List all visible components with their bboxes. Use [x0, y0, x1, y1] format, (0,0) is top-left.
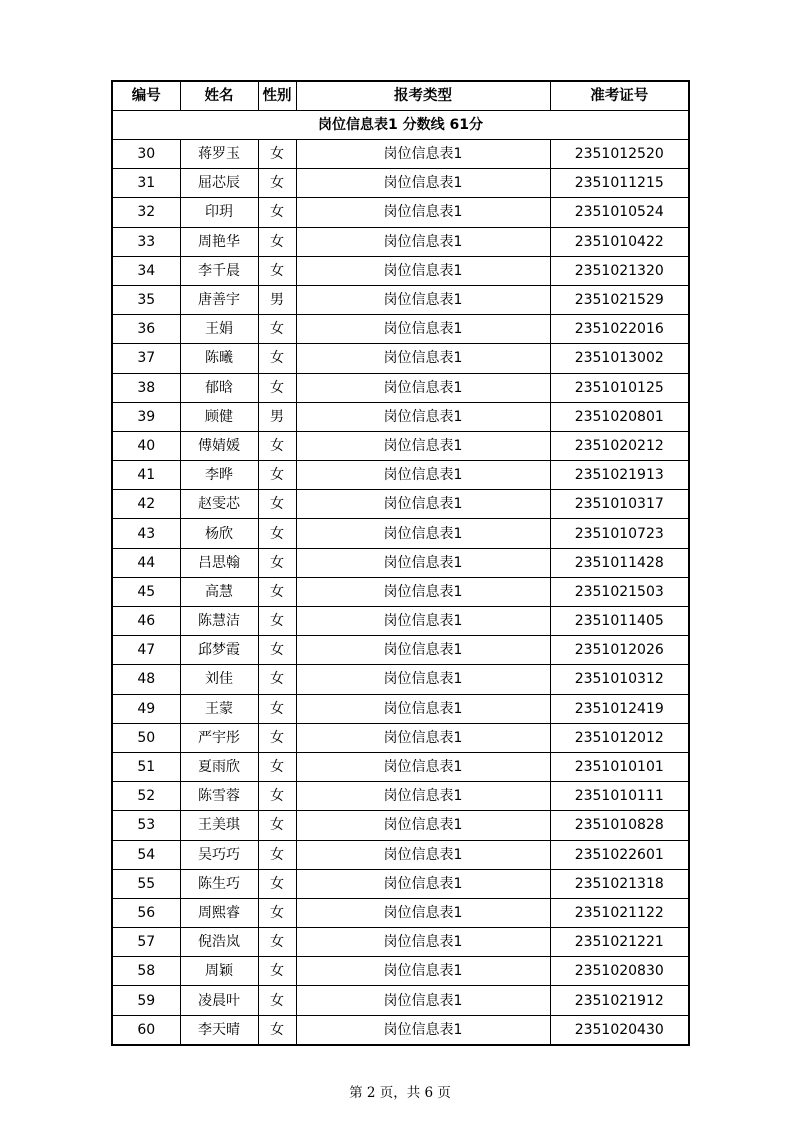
table-row	[112, 636, 689, 665]
cell-name: 李天晴	[180, 1015, 258, 1045]
cell-name: 凌晨叶	[180, 986, 258, 1015]
cell-gender: 女	[258, 840, 296, 869]
header-row	[112, 81, 689, 111]
table-row	[112, 490, 689, 519]
cell-exam-type: 岗位信息表1	[296, 344, 550, 373]
cell-ticket-number: 2351012012	[550, 723, 689, 752]
cell-name: 唐善宇	[180, 285, 258, 314]
cell-ticket-number: 2351021529	[550, 285, 689, 314]
cell-name: 杨欣	[180, 519, 258, 548]
cell-ticket-number: 2351011405	[550, 607, 689, 636]
cell-number: 51	[112, 752, 180, 781]
cell-exam-type: 岗位信息表1	[296, 548, 550, 577]
table-row	[112, 577, 689, 606]
cell-gender: 女	[258, 373, 296, 402]
cell-name: 陈慧洁	[180, 607, 258, 636]
cell-ticket-number: 2351012520	[550, 140, 689, 169]
cell-name: 陈曦	[180, 344, 258, 373]
cell-ticket-number: 2351022016	[550, 315, 689, 344]
cell-gender: 女	[258, 198, 296, 227]
cell-exam-type: 岗位信息表1	[296, 315, 550, 344]
cell-ticket-number: 2351021122	[550, 898, 689, 927]
cell-exam-type: 岗位信息表1	[296, 461, 550, 490]
cell-number: 41	[112, 461, 180, 490]
cell-gender: 女	[258, 607, 296, 636]
cell-ticket-number: 2351022601	[550, 840, 689, 869]
cell-name: 吴巧巧	[180, 840, 258, 869]
table-row	[112, 957, 689, 986]
cell-gender: 女	[258, 811, 296, 840]
cell-ticket-number: 2351010125	[550, 373, 689, 402]
table-row	[112, 928, 689, 957]
cell-number: 39	[112, 402, 180, 431]
cell-exam-type: 岗位信息表1	[296, 577, 550, 606]
cell-number: 54	[112, 840, 180, 869]
cell-name: 高慧	[180, 577, 258, 606]
cell-number: 40	[112, 431, 180, 460]
cell-ticket-number: 2351021503	[550, 577, 689, 606]
page-footer: 第 2 页，共 6 页	[349, 1085, 451, 1101]
header-number: 编号	[112, 81, 180, 111]
cell-name: 屈芯辰	[180, 169, 258, 198]
cell-ticket-number: 2351020830	[550, 957, 689, 986]
cell-number: 33	[112, 227, 180, 256]
cell-name: 倪浩岚	[180, 928, 258, 957]
cell-ticket-number: 2351020801	[550, 402, 689, 431]
cell-ticket-number: 2351012026	[550, 636, 689, 665]
cell-ticket-number: 2351010111	[550, 782, 689, 811]
table-row	[112, 344, 689, 373]
cell-name: 刘佳	[180, 665, 258, 694]
cell-number: 42	[112, 490, 180, 519]
cell-name: 吕思翰	[180, 548, 258, 577]
cell-gender: 女	[258, 519, 296, 548]
cell-number: 43	[112, 519, 180, 548]
cell-name: 李千晨	[180, 256, 258, 285]
cell-name: 郁晗	[180, 373, 258, 402]
cell-exam-type: 岗位信息表1	[296, 402, 550, 431]
cell-gender: 女	[258, 636, 296, 665]
cell-ticket-number: 2351011428	[550, 548, 689, 577]
table-header	[112, 81, 689, 111]
header-ticket-number: 准考证号	[550, 81, 689, 111]
cell-ticket-number: 2351010101	[550, 752, 689, 781]
table-row	[112, 665, 689, 694]
cell-exam-type: 岗位信息表1	[296, 140, 550, 169]
cell-number: 44	[112, 548, 180, 577]
table-row	[112, 402, 689, 431]
cell-ticket-number: 2351011215	[550, 169, 689, 198]
cell-name: 王娟	[180, 315, 258, 344]
cell-name: 邱梦霞	[180, 636, 258, 665]
cell-exam-type: 岗位信息表1	[296, 811, 550, 840]
table-row	[112, 140, 689, 169]
cell-name: 王蒙	[180, 694, 258, 723]
cell-exam-type: 岗位信息表1	[296, 519, 550, 548]
cell-gender: 女	[258, 898, 296, 927]
table-row	[112, 840, 689, 869]
cell-ticket-number: 2351021318	[550, 869, 689, 898]
table-row	[112, 315, 689, 344]
cell-number: 57	[112, 928, 180, 957]
cell-number: 55	[112, 869, 180, 898]
table-row	[112, 548, 689, 577]
table-row	[112, 723, 689, 752]
cell-gender: 女	[258, 227, 296, 256]
cell-exam-type: 岗位信息表1	[296, 636, 550, 665]
roster-table	[111, 80, 690, 1046]
cell-number: 30	[112, 140, 180, 169]
cell-number: 45	[112, 577, 180, 606]
header-gender: 性别	[258, 81, 296, 111]
cell-number: 56	[112, 898, 180, 927]
table-row	[112, 607, 689, 636]
cell-exam-type: 岗位信息表1	[296, 1015, 550, 1045]
cell-name: 傅婧媛	[180, 431, 258, 460]
cell-ticket-number: 2351013002	[550, 344, 689, 373]
cell-name: 印玥	[180, 198, 258, 227]
cell-exam-type: 岗位信息表1	[296, 986, 550, 1015]
cell-name: 顾健	[180, 402, 258, 431]
cell-ticket-number: 2351021913	[550, 461, 689, 490]
cell-exam-type: 岗位信息表1	[296, 665, 550, 694]
table-row	[112, 898, 689, 927]
cell-number: 60	[112, 1015, 180, 1045]
cell-exam-type: 岗位信息表1	[296, 490, 550, 519]
table-row	[112, 169, 689, 198]
cell-gender: 女	[258, 256, 296, 285]
cell-name: 严宇彤	[180, 723, 258, 752]
cell-ticket-number: 2351010317	[550, 490, 689, 519]
cell-number: 32	[112, 198, 180, 227]
cell-gender: 女	[258, 986, 296, 1015]
cell-name: 周熙睿	[180, 898, 258, 927]
cell-gender: 女	[258, 577, 296, 606]
cell-number: 36	[112, 315, 180, 344]
cell-name: 陈生巧	[180, 869, 258, 898]
cell-gender: 女	[258, 431, 296, 460]
table-row	[112, 285, 689, 314]
cell-number: 38	[112, 373, 180, 402]
cell-number: 35	[112, 285, 180, 314]
cell-name: 陈雪蓉	[180, 782, 258, 811]
table-row	[112, 519, 689, 548]
cell-ticket-number: 2351010723	[550, 519, 689, 548]
header-name: 姓名	[180, 81, 258, 111]
cell-exam-type: 岗位信息表1	[296, 373, 550, 402]
cell-gender: 女	[258, 461, 296, 490]
cell-ticket-number: 2351010524	[550, 198, 689, 227]
table-row	[112, 1015, 689, 1045]
cell-number: 59	[112, 986, 180, 1015]
cell-ticket-number: 2351012419	[550, 694, 689, 723]
cell-exam-type: 岗位信息表1	[296, 227, 550, 256]
cell-ticket-number: 2351010828	[550, 811, 689, 840]
cell-gender: 女	[258, 548, 296, 577]
cell-gender: 女	[258, 169, 296, 198]
cell-exam-type: 岗位信息表1	[296, 752, 550, 781]
cell-exam-type: 岗位信息表1	[296, 285, 550, 314]
table-body	[112, 111, 689, 1045]
cell-gender: 女	[258, 140, 296, 169]
table-row	[112, 198, 689, 227]
cell-number: 53	[112, 811, 180, 840]
cell-number: 46	[112, 607, 180, 636]
cell-exam-type: 岗位信息表1	[296, 694, 550, 723]
cell-exam-type: 岗位信息表1	[296, 723, 550, 752]
cell-gender: 男	[258, 285, 296, 314]
cell-gender: 男	[258, 402, 296, 431]
cell-gender: 女	[258, 344, 296, 373]
table-row	[112, 869, 689, 898]
cell-gender: 女	[258, 928, 296, 957]
cell-gender: 女	[258, 665, 296, 694]
cell-gender: 女	[258, 782, 296, 811]
cell-name: 周艳华	[180, 227, 258, 256]
cell-gender: 女	[258, 694, 296, 723]
cell-name: 周颖	[180, 957, 258, 986]
cell-ticket-number: 2351021912	[550, 986, 689, 1015]
cell-exam-type: 岗位信息表1	[296, 198, 550, 227]
cell-exam-type: 岗位信息表1	[296, 169, 550, 198]
cell-exam-type: 岗位信息表1	[296, 928, 550, 957]
table-row	[112, 431, 689, 460]
table-row	[112, 461, 689, 490]
cell-gender: 女	[258, 490, 296, 519]
cell-gender: 女	[258, 1015, 296, 1045]
table-row	[112, 373, 689, 402]
cell-ticket-number: 2351010422	[550, 227, 689, 256]
cell-ticket-number: 2351021320	[550, 256, 689, 285]
cell-gender: 女	[258, 752, 296, 781]
cell-ticket-number: 2351020212	[550, 431, 689, 460]
cell-number: 50	[112, 723, 180, 752]
cell-gender: 女	[258, 957, 296, 986]
cell-number: 49	[112, 694, 180, 723]
cell-exam-type: 岗位信息表1	[296, 607, 550, 636]
table-row	[112, 256, 689, 285]
table-row	[112, 227, 689, 256]
cell-exam-type: 岗位信息表1	[296, 782, 550, 811]
table-row	[112, 694, 689, 723]
cell-name: 夏雨欣	[180, 752, 258, 781]
cell-ticket-number: 2351010312	[550, 665, 689, 694]
cell-exam-type: 岗位信息表1	[296, 898, 550, 927]
cell-exam-type: 岗位信息表1	[296, 431, 550, 460]
cell-number: 34	[112, 256, 180, 285]
cell-number: 52	[112, 782, 180, 811]
cell-number: 58	[112, 957, 180, 986]
cell-name: 蒋罗玉	[180, 140, 258, 169]
table-row	[112, 782, 689, 811]
cell-exam-type: 岗位信息表1	[296, 957, 550, 986]
cell-exam-type: 岗位信息表1	[296, 869, 550, 898]
group-title: 岗位信息表1 分数线 61分	[112, 111, 689, 140]
cell-gender: 女	[258, 723, 296, 752]
table-row	[112, 752, 689, 781]
table-row	[112, 811, 689, 840]
cell-exam-type: 岗位信息表1	[296, 256, 550, 285]
cell-gender: 女	[258, 869, 296, 898]
cell-number: 47	[112, 636, 180, 665]
cell-number: 31	[112, 169, 180, 198]
cell-ticket-number: 2351021221	[550, 928, 689, 957]
cell-number: 37	[112, 344, 180, 373]
cell-exam-type: 岗位信息表1	[296, 840, 550, 869]
cell-name: 李晔	[180, 461, 258, 490]
table-row	[112, 986, 689, 1015]
cell-ticket-number: 2351020430	[550, 1015, 689, 1045]
cell-name: 王美琪	[180, 811, 258, 840]
cell-name: 赵雯芯	[180, 490, 258, 519]
header-exam-type: 报考类型	[296, 81, 550, 111]
group-title-row	[112, 111, 689, 140]
cell-number: 48	[112, 665, 180, 694]
cell-gender: 女	[258, 315, 296, 344]
